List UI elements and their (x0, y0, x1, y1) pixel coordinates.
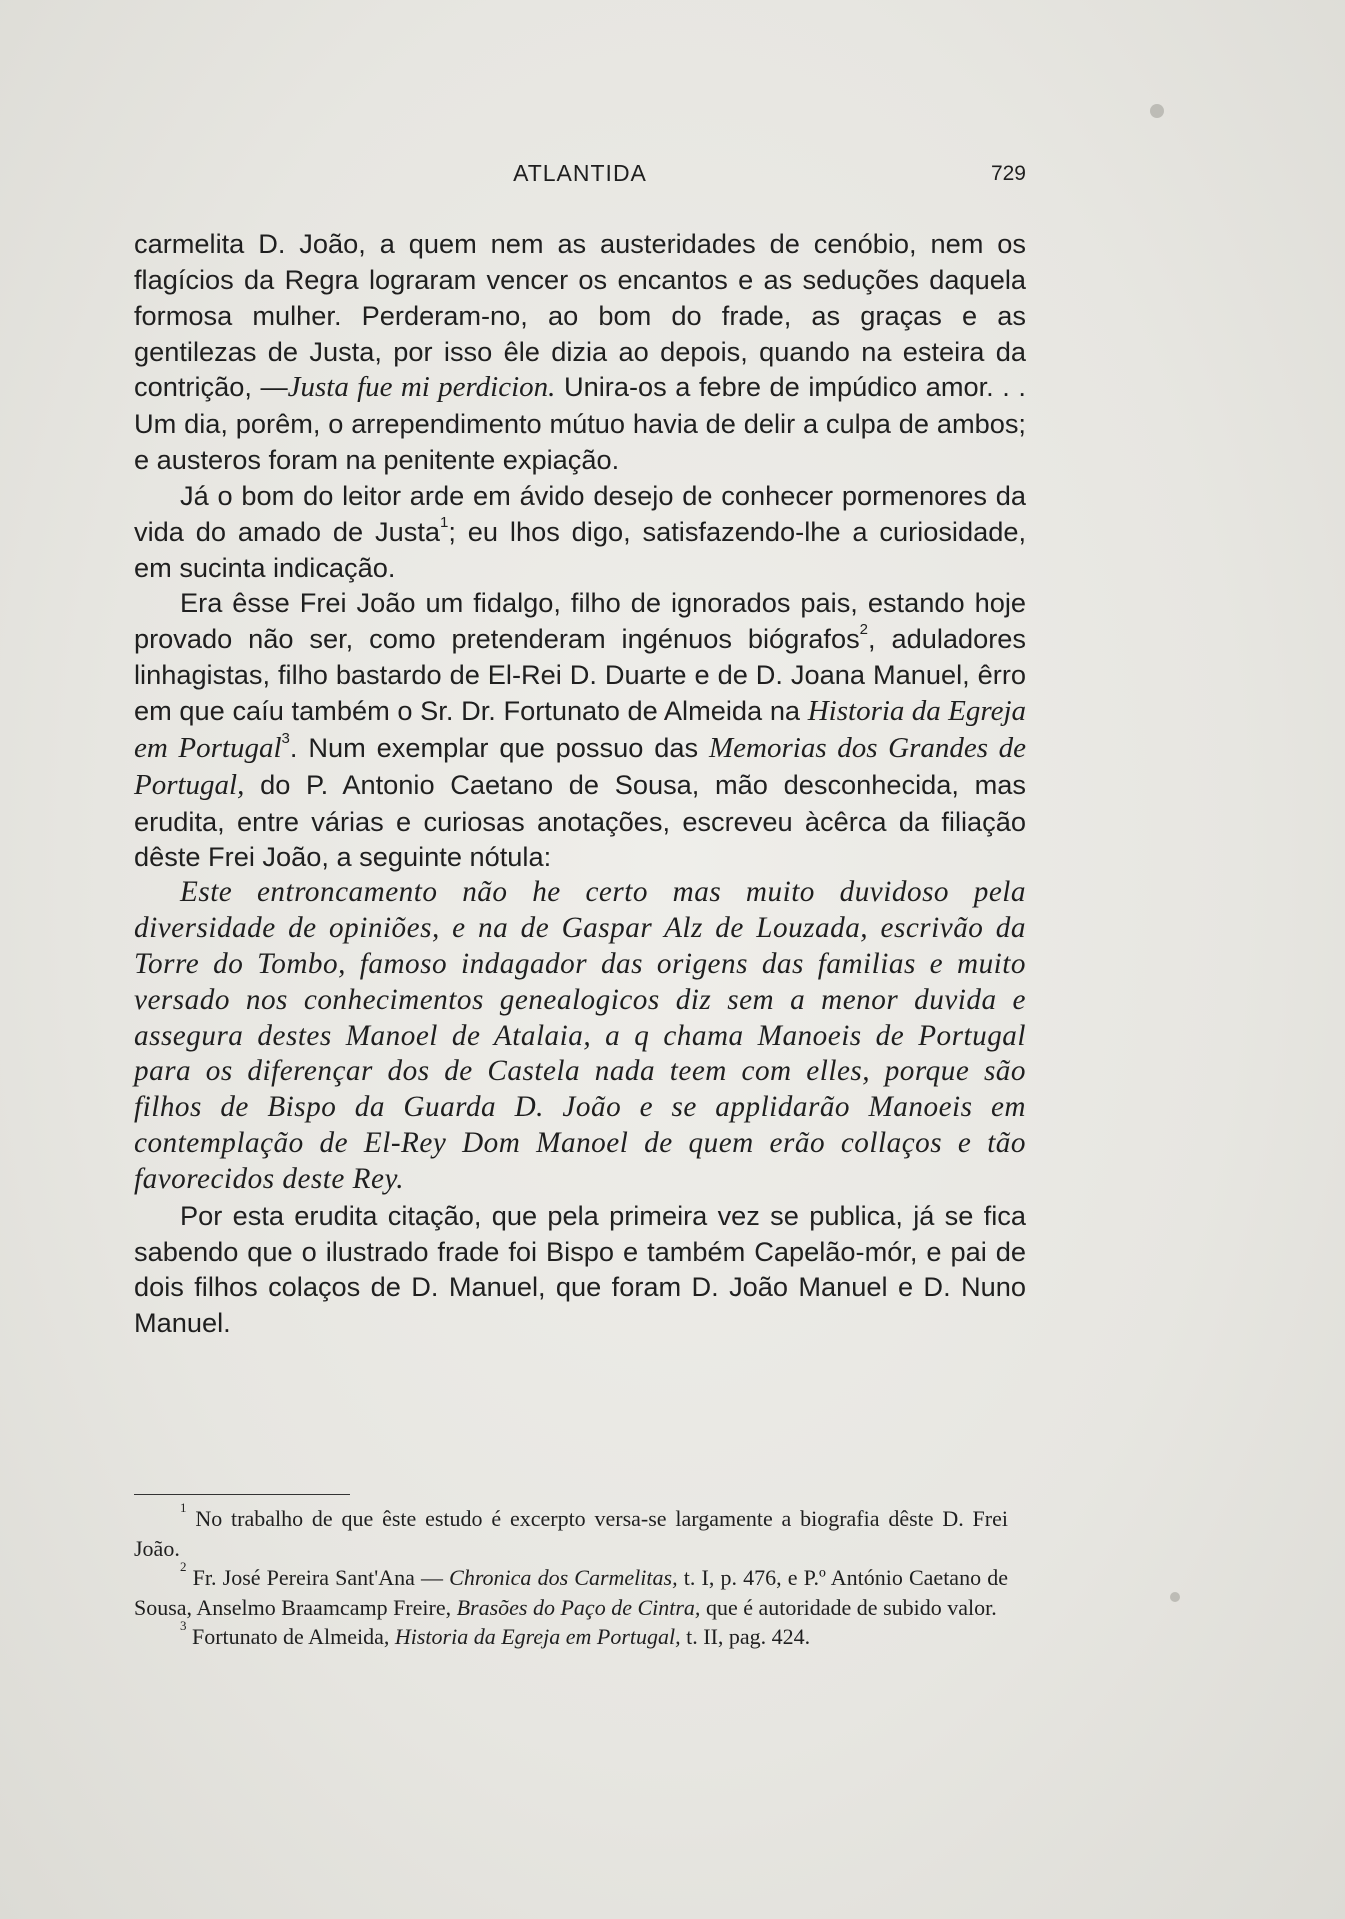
text-run: Era êsse Frei João um fidalgo, filho de ignorados pais, estando hoje provado não ser, como pretenderam ingénuos biógrafos (134, 587, 1026, 655)
book-title: Memorias dos Grandes de Portugal, (134, 731, 1026, 801)
paper-speck (1150, 104, 1164, 118)
paper-speck (1170, 1592, 1180, 1602)
footnote-number: 3 (180, 1618, 187, 1634)
italic-quote: Justa fue mi perdicion. (287, 371, 556, 404)
text-run: ; eu lhos digo, satisfazendo-lhe a curiosidade, em sucinta indicação. (134, 515, 1026, 583)
paragraph (134, 478, 1026, 586)
footnotes (134, 1499, 1008, 1652)
footnote-number: 2 (180, 1558, 187, 1574)
text-run: que é autoridade de subido valor. (700, 1594, 997, 1620)
text-run: Fr. José Pereira Sant'Ana — (186, 1565, 450, 1591)
paragraph: Por esta erudita citação, que pela primeira vez se publica, já se fica sabendo que o ilustrado frade foi Bispo e também Capelão-mór, e pai de dois filhos colaços de D. Manuel, que foram D. João Manuel e D. Nuno Manuel. (134, 1199, 1026, 1339)
text-run: do P. Antonio Caetano de Sousa, mão desconhecida, mas erudita, entre várias e curiosas anotações, escreveu àcêrca da filiação dêste Frei João, a seguinte nótula: (134, 768, 1026, 873)
book-title: Historia da Egreja em Portugal, (394, 1624, 681, 1650)
book-title: Chronica dos Carmelitas, (449, 1565, 678, 1591)
footnote (134, 1618, 1008, 1652)
body-text (134, 226, 1026, 1341)
page-number: 729 (990, 162, 1026, 185)
book-title: Historia da Egreja em Portugal (134, 694, 1026, 764)
running-title: ATLANTIDA (513, 160, 647, 186)
text-run: t. I, p. 476, e P.º António Caetano de Sousa, Anselmo Braamcamp Freire, (134, 1565, 1008, 1620)
text-run: Já o bom do leitor arde em ávido desejo de conhecer pormenores da vida do amado de Justa (134, 479, 1026, 547)
page-header (134, 158, 1026, 198)
text-run: carmelita D. João, a quem nem as austeridades de cenóbio, nem os flagícios da Regra lograram vencer os encantos e as seduções daquela formosa mulher. Perderam-no, ao bom do frade, as graças e as gentilezas de Justa, por isso êle dizia ao depois, quando na esteira da contrição, — (134, 228, 1026, 403)
paragraph (134, 226, 1026, 478)
text-run: No trabalho de que êste estudo é excerpto versa-se largamente a biografia dêste D. Frei João. (134, 1506, 1008, 1561)
footnote-marker: 3 (281, 729, 290, 747)
text-run: . Num exemplar que possuo das (289, 731, 710, 763)
book-title: Brasões do Paço de Cintra, (456, 1594, 701, 1620)
paragraph (134, 585, 1026, 875)
text-run: Unira-os a febre de impúdico amor. . . Um dia, porêm, o arrependimento mútuo havia de delir a culpa de ambos; e austeros foram na penitente expiação. (134, 371, 1026, 476)
text-run: Fortunato de Almeida, (186, 1624, 395, 1650)
footnote (134, 1558, 1008, 1622)
footnote-marker: 2 (859, 621, 869, 639)
footnote-rule (134, 1494, 350, 1495)
footnote-marker: 1 (440, 513, 449, 531)
footnote (134, 1499, 1008, 1563)
block-quote: Este entroncamento não he certo mas muito duvidoso pela diversidade de opiniões, e na de Gaspar Alz de Louzada, escrivão da Torre do Tombo, famoso indagador das origens das familias e muito versado nos conhecimentos genealogicos diz sem a menor duvida e assegura destes Manoel de Atalaia, a q chama Manoeis de Portugal para os diferençar dos de Castela nada teem com elles, porque são filhos de Bispo da Guarda D. João e se applidarão Manoeis em contemplação de El-Rey Dom Manoel de quem erão collaços e tão favorecidos deste Rey. (134, 876, 1026, 1195)
text-run: , aduladores linhagistas, filho bastardo de El-Rei D. Duarte e de D. Joana Manuel, êrro em que caíu também o Sr. Dr. Fortunato de Almeida na (134, 623, 1026, 726)
text-run: t. II, pag. 424. (680, 1624, 811, 1650)
footnote-number: 1 (180, 1499, 187, 1515)
